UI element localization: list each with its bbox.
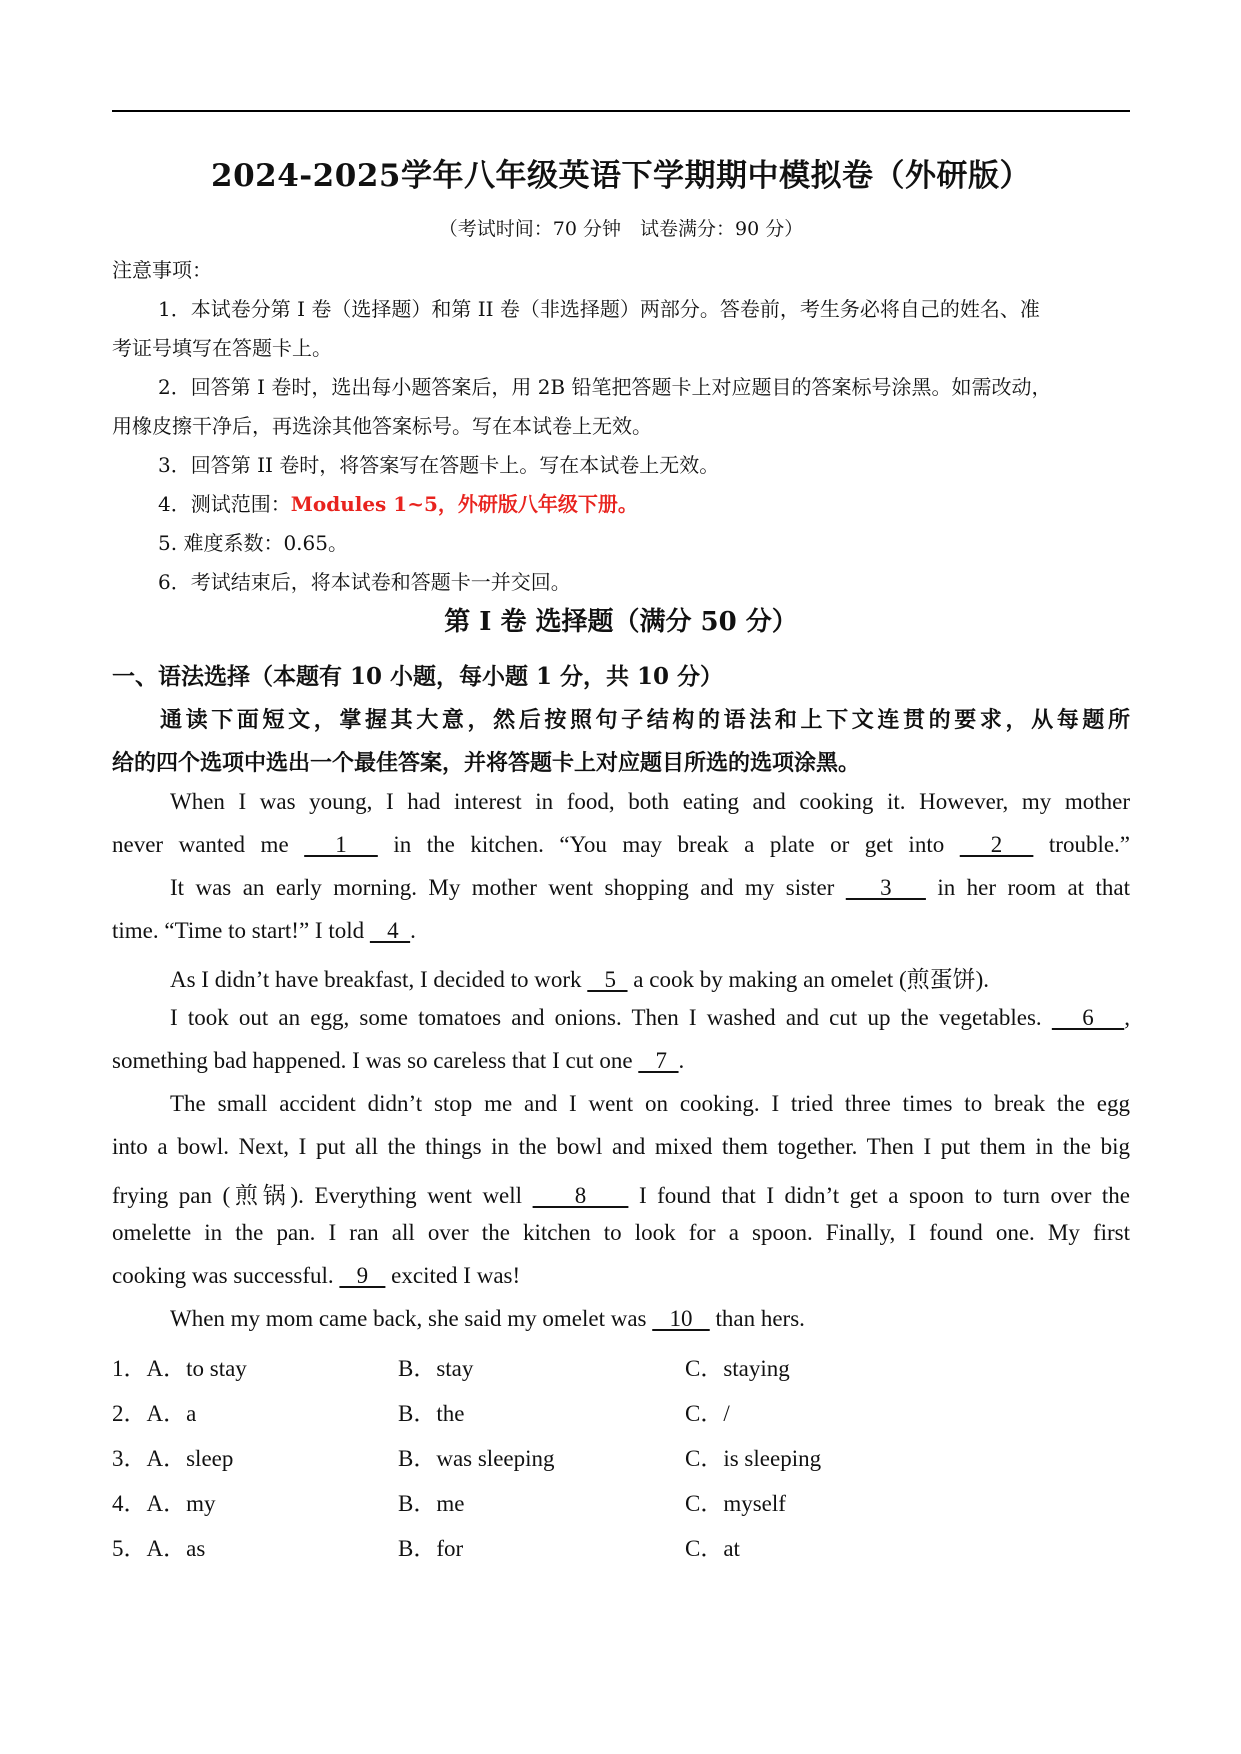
passage-text: than hers.	[709, 1306, 805, 1331]
header-rule	[112, 110, 1130, 112]
blank-3: 3	[845, 875, 926, 900]
passage-line: When I was young, I had interest in food, both eating and cooking it. However, my mother	[170, 789, 1130, 814]
notice-item-6: 6．考试结束后，将本试卷和答题卡一并交回。	[158, 570, 571, 594]
passage-line	[112, 1263, 520, 1289]
instruction-line-1: 通读下面短文，掌握其大意，然后按照句子结构的语法和上下文连贯的要求，从每题所	[160, 707, 1130, 733]
passage-text: It was an early morning. My mother went shopping and my sister	[170, 875, 846, 900]
blank-1: 1	[304, 832, 378, 857]
instruction-line-2: 给的四个选项中选出一个最佳答案，并将答题卡上对应题目所选的选项涂黑。	[112, 750, 861, 776]
notice-heading: 注意事项：	[112, 258, 212, 282]
passage-line	[112, 918, 416, 944]
notice-item-4	[158, 488, 638, 517]
notice-item-2: 2．回答第 I 卷时，选出每小题答案后，用 2B 铅笔把答题卡上对应题目的答案标号涂黑。如需改动，	[158, 375, 1052, 399]
passage-line	[170, 1005, 1130, 1031]
blank-9: 9	[339, 1263, 386, 1288]
notice-item-1-cont: 考证号填写在答题卡上。	[112, 336, 332, 360]
passage-text: When my mom came back, she said my omelet was	[170, 1306, 653, 1331]
question-4-option-b: B．me	[398, 1491, 465, 1516]
blank-7: 7	[638, 1048, 679, 1073]
passage-text: cooking was successful.	[112, 1263, 340, 1288]
test-scope: Modules 1~5，外研版八年级下册。	[290, 492, 638, 516]
passage-text: never wanted me	[112, 832, 305, 857]
passage-line	[170, 961, 989, 994]
passage-line	[112, 832, 1130, 858]
passage-text: trouble.”	[1033, 832, 1131, 857]
passage-text: time. “Time to start!” I told	[112, 918, 370, 943]
passage-text: in her room at that	[925, 875, 1130, 900]
passage-line	[170, 875, 1130, 901]
passage-line: into a bowl. Next, I put all the things in the bowl and mixed them together. Then I put them in the big	[112, 1134, 1130, 1159]
passage-line	[112, 1177, 1130, 1210]
blank-10: 10	[652, 1306, 710, 1331]
passage-text: I took out an egg, some tomatoes and onions. Then I washed and cut up the vegetables.	[170, 1005, 1052, 1030]
passage-text: frying pan (煎锅). Everything went well	[112, 1183, 533, 1208]
passage-text: ,	[1124, 1005, 1131, 1030]
passage-line: The small accident didn’t stop me and I went on cooking. I tried three times to break the egg	[170, 1091, 1130, 1116]
question-3-option-c: C．is sleeping	[685, 1446, 822, 1471]
passage-text: something bad happened. I was so careless that I cut one	[112, 1048, 639, 1073]
question-3-option-a: 3．A．sleep	[112, 1446, 234, 1471]
notice-item-2-cont: 用橡皮擦干净后，再选涂其他答案标号。写在本试卷上无效。	[112, 414, 652, 438]
passage-line	[170, 1306, 805, 1332]
passage-text: As I didn’t have breakfast, I decided to work	[170, 967, 588, 992]
part-heading: 一、语法选择（本题有 10 小题，每小题 1 分，共 10 分）	[112, 663, 724, 690]
question-1-option-a: 1．A．to stay	[112, 1356, 247, 1381]
passage-line: omelette in the pan. I ran all over the kitchen to look for a spoon. Finally, I found one. My first	[112, 1220, 1130, 1245]
blank-2: 2	[959, 832, 1034, 857]
exam-subtitle: （考试时间：70 分钟 试卷满分：90 分）	[438, 218, 804, 240]
blank-6: 6	[1051, 1005, 1125, 1030]
blank-4: 4	[369, 918, 411, 943]
question-2-option-c: C．/	[685, 1401, 730, 1426]
passage-text: I found that I didn’t get a spoon to turn over the	[628, 1183, 1131, 1208]
question-2-option-a: 2．A．a	[112, 1401, 197, 1426]
passage-line	[112, 1048, 684, 1074]
blank-8: 8	[532, 1183, 629, 1208]
question-1-option-b: B．stay	[398, 1356, 474, 1381]
exam-title: 2024-2025学年八年级英语下学期期中模拟卷（外研版）	[211, 158, 1031, 194]
question-5-option-a: 5．A．as	[112, 1536, 206, 1561]
blank-5: 5	[587, 967, 628, 992]
question-1-option-c: C．staying	[685, 1356, 790, 1381]
passage-text: a cook by making an omelet (煎蛋饼).	[627, 967, 990, 992]
question-4-option-a: 4．A．my	[112, 1491, 216, 1516]
passage-text: in the kitchen. “You may break a plate or get into	[377, 832, 960, 857]
notice-item-5: 5. 难度系数：0.65。	[158, 531, 348, 555]
notice-item-3: 3．回答第 II 卷时，将答案写在答题卡上。写在本试卷上无效。	[158, 453, 720, 477]
passage-text: excited I was!	[385, 1263, 521, 1288]
notice-item-4-label: 4．测试范围：	[158, 492, 291, 516]
question-4-option-c: C．myself	[685, 1491, 786, 1516]
question-5-option-c: C．at	[685, 1536, 740, 1561]
question-5-option-b: B．for	[398, 1536, 464, 1561]
passage-text: .	[678, 1048, 685, 1073]
question-3-option-b: B．was sleeping	[398, 1446, 555, 1471]
passage-text: .	[410, 918, 416, 943]
section-heading: 第 I 卷 选择题（满分 50 分）	[444, 607, 798, 637]
notice-item-1: 1．本试卷分第 I 卷（选择题）和第 II 卷（非选择题）两部分。答卷前，考生务必将自己的姓名、准	[158, 297, 1040, 321]
question-2-option-b: B．the	[398, 1401, 465, 1426]
